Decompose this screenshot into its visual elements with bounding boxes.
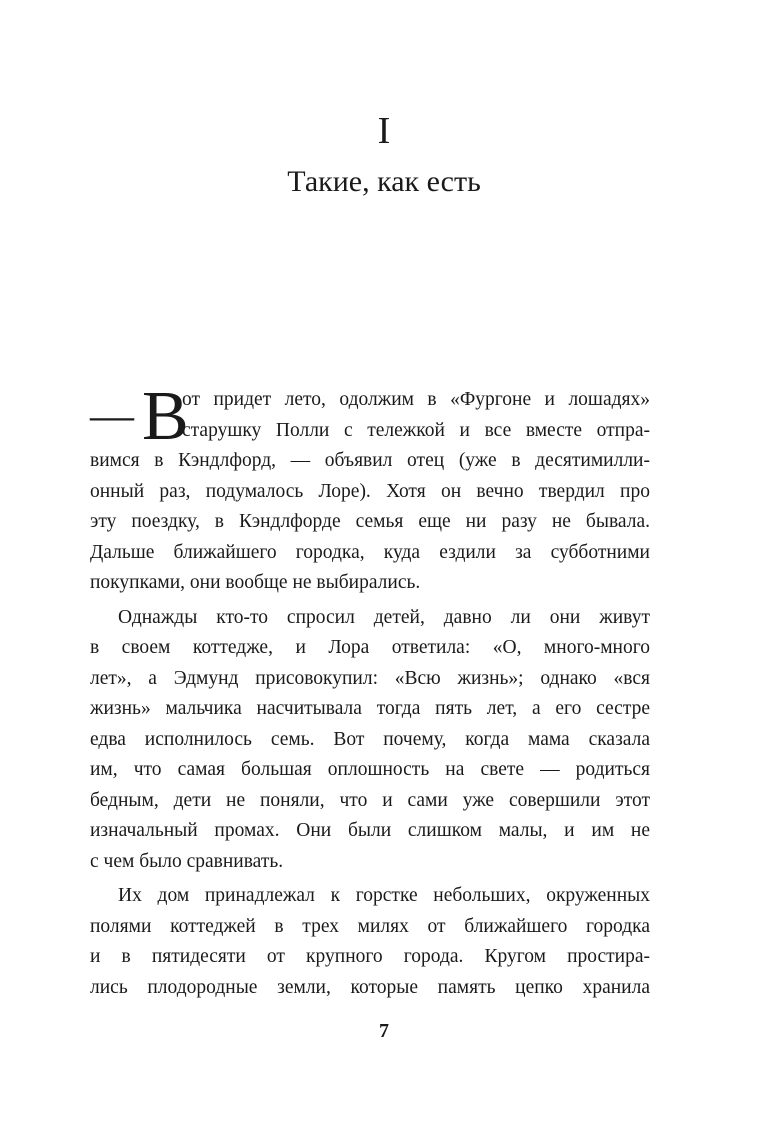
page-number: 7 — [379, 1020, 389, 1042]
text-line: вимся в Кэндлфорд, — объявил отец (уже в десятимилли- — [90, 450, 650, 471]
text-line: Однажды кто-то спросил детей, давно ли они живут — [118, 606, 650, 628]
text-line: эту поездку, в Кэндлфорде семья еще ни разу не бывала. — [90, 511, 650, 532]
text-line: старушку Полли с тележкой и все вместе отпра- — [182, 419, 650, 441]
text-line: полями коттеджей в трех милях от ближайшего городка — [90, 915, 650, 937]
chapter-title: Такие, как есть — [287, 165, 481, 198]
body-text — [90, 378, 650, 1003]
text-line: от придет лето, одолжим в «Фургоне и лошадях» — [182, 389, 650, 410]
text-line: Дальше ближайшего городка, куда ездили за субботними — [90, 541, 650, 563]
text-line: в своем коттедже, и Лора ответила: «О, много-много — [90, 637, 650, 658]
text-line: и в пятидесяти от крупного города. Кругом простира- — [90, 946, 650, 967]
paragraph-1-opening — [90, 378, 650, 455]
text-line: с чем было сравнивать. — [90, 850, 284, 872]
text-line: лись плодородные земли, которые память цепко хранила — [90, 976, 650, 998]
text-line: едва исполнилось семь. Вот почему, когда мама сказала — [90, 728, 650, 750]
text-line: жизнь» мальчика насчитывала тогда пять лет, а его сестре — [90, 698, 650, 719]
dialogue-dash: — — [90, 391, 134, 440]
text-line: Их дом принадлежал к горстке небольших, окруженных — [118, 885, 650, 906]
text-line: изначальный промах. Они были слишком малы, и им не — [90, 820, 650, 841]
chapter-number: I — [377, 110, 391, 152]
text-line: лет», а Эдмунд присовокупил: «Всю жизнь»; однако «вся — [90, 667, 650, 689]
text-line: бедным, дети не поняли, что и сами уже совершили этот — [90, 789, 650, 811]
text-line: покупками, они вообще не выбирались. — [90, 572, 421, 593]
text-line: им, что самая большая оплошность на свете — родиться — [90, 759, 650, 780]
text-line: онный раз, подумалось Лоре). Хотя он вечно твердил про — [90, 480, 650, 502]
drop-cap: В — [142, 378, 189, 455]
